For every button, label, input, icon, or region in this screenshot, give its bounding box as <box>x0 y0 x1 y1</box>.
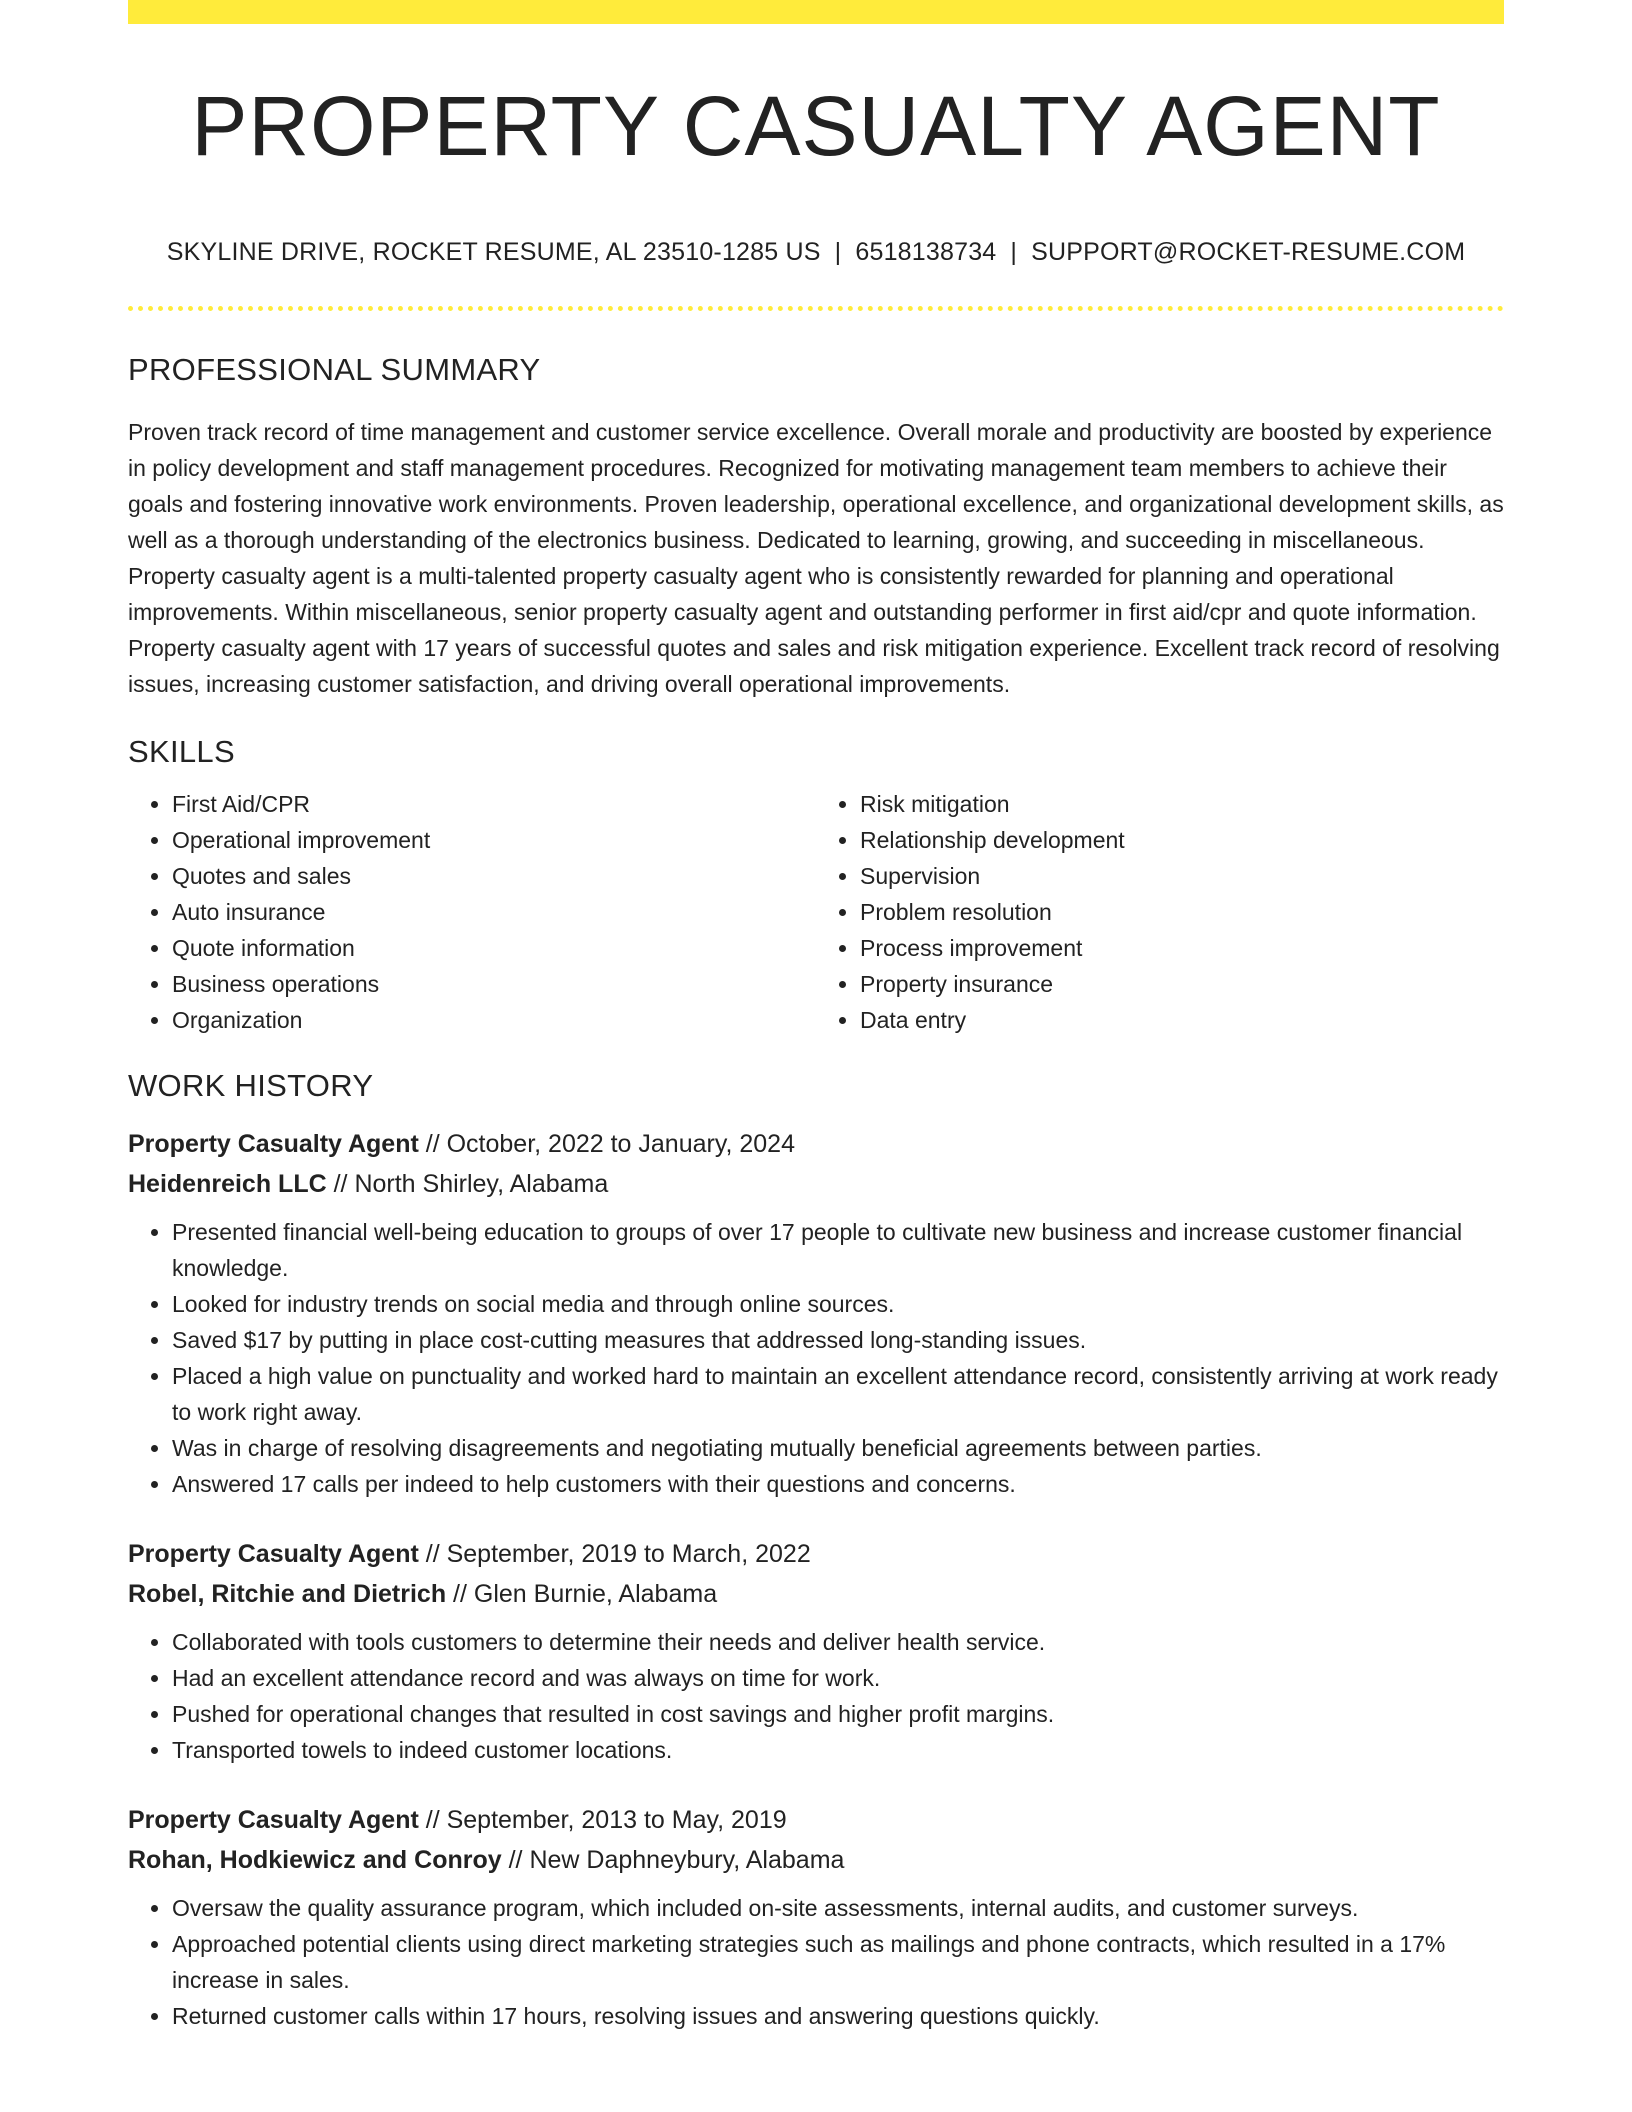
job-role: Property Casualty Agent <box>128 1806 419 1834</box>
skill-item: • First Aid/CPR <box>172 786 816 822</box>
skills-list-right <box>816 786 1504 1038</box>
summary-heading: PROFESSIONAL SUMMARY <box>128 352 541 387</box>
job-bullet: • Presented financial well-being education to groups of over 17 people to cultivate new business and increase customer financial knowledge. <box>172 1214 1504 1286</box>
job-bullet: • Pushed for operational changes that resulted in cost savings and higher profit margins. <box>172 1696 1504 1732</box>
summary-text: Proven track record of time management and customer service excellence. Overall morale and productivity are boosted by experience in policy development and staff management procedures. Recognized for motivating management team members to achieve their goals and fostering innovative work environments. Proven leadership, operational excellence, and organizational development skills, as well as a thorough understanding of the electronics business. Dedicated to learning, growing, and succeeding in miscellaneous. Property casualty agent is a multi-talented property casualty agent who is consistently rewarded for planning and operational improvements. Within miscellaneous, senior property casualty agent and outstanding performer in first aid/cpr and quote information. Property casualty agent with 17 years of successful quotes and sales and risk mitigation experience. Excellent track record of resolving issues, increasing customer satisfaction, and driving overall operational improvements. <box>128 419 1504 697</box>
job-company: Robel, Ritchie and Dietrich <box>128 1580 447 1608</box>
accent-top-bar <box>128 0 1504 24</box>
job-entry <box>128 1534 1504 1768</box>
skills-list-left <box>128 786 816 1038</box>
job-role-line <box>128 1800 1504 1840</box>
job-bullet: • Placed a high value on punctuality and worked hard to maintain an excellent attendance record, consistently arriving at work ready to work right away. <box>172 1358 1504 1430</box>
job-bullet: • Saved $17 by putting in place cost-cutting measures that addressed long-standing issues. <box>172 1322 1504 1358</box>
job-location: // Glen Burnie, Alabama <box>446 1580 718 1608</box>
job-company-line <box>128 1164 1504 1204</box>
job-entry <box>128 1800 1504 2034</box>
skill-item: • Data entry <box>860 1002 1504 1038</box>
dotted-divider <box>128 306 1504 311</box>
skills-columns <box>128 786 1504 1038</box>
job-role-line <box>128 1124 1504 1164</box>
skill-item: • Operational improvement <box>172 822 816 858</box>
skill-item: • Business operations <box>172 966 816 1002</box>
skill-item: • Process improvement <box>860 930 1504 966</box>
job-dates: // September, 2013 to May, 2019 <box>418 1806 787 1834</box>
job-role-line <box>128 1534 1504 1574</box>
job-role: Property Casualty Agent <box>128 1540 419 1568</box>
job-bullets <box>128 1214 1504 1502</box>
contact-email: SUPPORT@ROCKET-RESUME.COM <box>1031 238 1466 266</box>
job-dates: // October, 2022 to January, 2024 <box>418 1130 795 1158</box>
job-bullet: • Oversaw the quality assurance program, which included on-site assessments, internal audits, and customer surveys. <box>172 1890 1504 1926</box>
work-history-heading: WORK HISTORY <box>128 1068 374 1103</box>
job-role: Property Casualty Agent <box>128 1130 419 1158</box>
skill-item: • Relationship development <box>860 822 1504 858</box>
skill-item: • Auto insurance <box>172 894 816 930</box>
job-company-line <box>128 1840 1504 1880</box>
skill-item: • Property insurance <box>860 966 1504 1002</box>
job-bullets <box>128 1890 1504 2034</box>
job-bullet: • Approached potential clients using direct marketing strategies such as mailings and phone contracts, which resulted in a 17% increase in sales. <box>172 1926 1504 1998</box>
job-bullet: • Was in charge of resolving disagreements and negotiating mutually beneficial agreements between parties. <box>172 1430 1504 1466</box>
resume-content <box>128 352 1504 2034</box>
job-bullet: • Had an excellent attendance record and was always on time for work. <box>172 1660 1504 1696</box>
job-dates: // September, 2019 to March, 2022 <box>418 1540 811 1568</box>
job-bullet: • Answered 17 calls per indeed to help customers with their questions and concerns. <box>172 1466 1504 1502</box>
skill-item: • Supervision <box>860 858 1504 894</box>
skill-item: • Quote information <box>172 930 816 966</box>
skill-item: • Risk mitigation <box>860 786 1504 822</box>
job-bullets <box>128 1624 1504 1768</box>
job-location: // North Shirley, Alabama <box>326 1170 609 1198</box>
skill-item: • Organization <box>172 1002 816 1038</box>
job-entry <box>128 1124 1504 1502</box>
contact-address: SKYLINE DRIVE, ROCKET RESUME, AL 23510-1285 US <box>166 238 821 266</box>
job-bullet: • Transported towels to indeed customer locations. <box>172 1732 1504 1768</box>
skill-item: • Problem resolution <box>860 894 1504 930</box>
skills-heading: SKILLS <box>128 734 235 769</box>
job-company: Rohan, Hodkiewicz and Conroy <box>128 1846 502 1874</box>
job-bullet: • Collaborated with tools customers to determine their needs and deliver health service. <box>172 1624 1504 1660</box>
contact-separator: | <box>1010 238 1018 266</box>
job-location: // New Daphneybury, Alabama <box>501 1846 845 1874</box>
contact-separator: | <box>834 238 842 266</box>
contact-line <box>128 238 1504 267</box>
job-company: Heidenreich LLC <box>128 1170 327 1198</box>
job-company-line <box>128 1574 1504 1614</box>
resume-title: PROPERTY CASUALTY AGENT <box>191 79 1441 173</box>
job-bullet: • Returned customer calls within 17 hours, resolving issues and answering questions quickly. <box>172 1998 1504 2034</box>
contact-phone: 6518138734 <box>855 238 997 266</box>
job-bullet: • Looked for industry trends on social media and through online sources. <box>172 1286 1504 1322</box>
skill-item: • Quotes and sales <box>172 858 816 894</box>
